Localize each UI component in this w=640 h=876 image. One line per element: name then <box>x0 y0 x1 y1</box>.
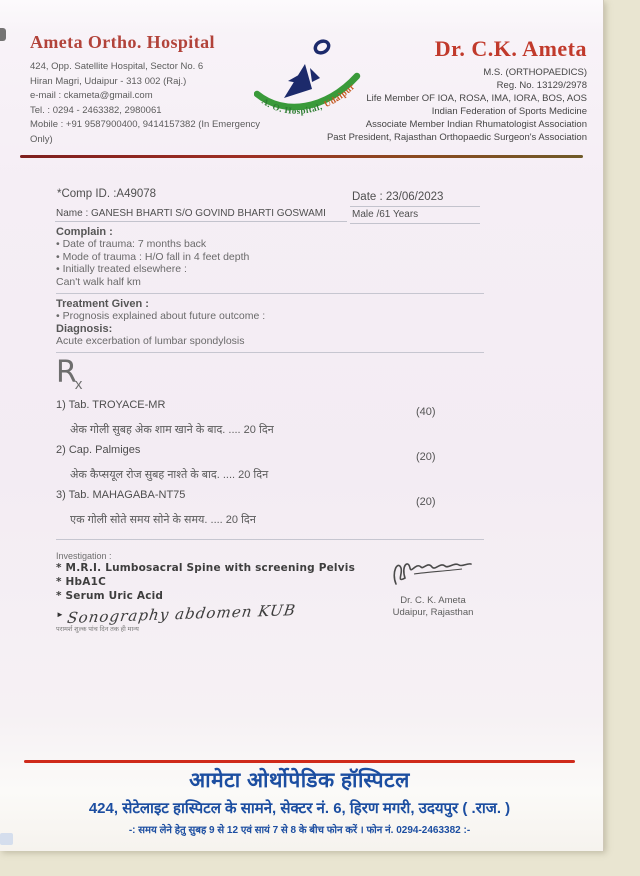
medicine-name: 2) Cap. Palmiges <box>56 444 141 456</box>
scan-smudge <box>0 28 6 41</box>
doctor-credentials <box>277 66 587 144</box>
investigation-heading: Investigation : <box>56 551 112 561</box>
medicine-name: 3) Tab. MAHAGABA-NT75 <box>56 489 186 501</box>
footer-hospital-name-hindi: आमेटा ओर्थोपेडिक हॉस्पिटल <box>189 769 410 792</box>
name-underline <box>55 221 347 222</box>
rx-symbol: Rx <box>56 355 83 393</box>
medicine-row <box>56 399 484 437</box>
doctor-membership: Life Member OF IOA, ROSA, IMA, IORA, BOS, AOS <box>366 93 587 104</box>
diagnosis-heading: Diagnosis: <box>56 322 113 335</box>
sex-age-underline <box>350 223 480 224</box>
medicine-quantity: (20) <box>416 451 436 463</box>
logo-arc-text-2: Udaipur <box>322 81 357 110</box>
section-divider <box>56 352 484 353</box>
investigation-item: * HbA1C <box>56 576 106 588</box>
medicine-instruction-hindi: अेक गोली सुबह अेक शाम खाने के बाद. .... 20 दिन <box>70 424 274 436</box>
hospital-address-line: 424, Opp. Satellite Hospital, Sector No. 6 <box>30 61 204 72</box>
complain-note: Can't walk half km <box>56 275 141 288</box>
complain-item: • Date of trauma: 7 months back <box>56 238 207 250</box>
complain-item: • Mode of trauma : H/O fall in 4 feet depth <box>56 250 250 263</box>
signatory-name: Dr. C. K. Ameta <box>400 595 466 606</box>
investigation-item: * M.R.I. Lumbosacral Spine with screening Pelvis <box>56 562 356 574</box>
doctor-block <box>277 36 587 144</box>
doctor-membership: Indian Federation of Sports Medicine <box>431 106 587 117</box>
logo-arc-text-1: A. O. Hospital, <box>260 95 324 116</box>
medicine-row <box>56 489 484 527</box>
patient-sex-age: Male /61 Years <box>352 209 419 220</box>
footer <box>12 766 587 836</box>
medicine-row <box>56 444 484 482</box>
hospital-name: Ameta Ortho. Hospital <box>30 32 215 52</box>
arrow-bullet-icon: ► <box>56 609 64 619</box>
medicine-quantity: (20) <box>416 496 436 508</box>
medicine-name: 1) Tab. TROYACE-MR <box>56 399 166 411</box>
hospital-phone: Tel. : 0294 - 2463382, 2980061 <box>30 104 162 116</box>
treatment-item: • Prognosis explained about future outcome : <box>56 310 266 322</box>
investigation-item: * Serum Uric Acid <box>56 590 164 602</box>
medicine-instruction-hindi: अेक कैप्सयूल रोज सुबह नाश्ते के बाद. .... 20 दिन <box>70 469 269 481</box>
footer-divider <box>24 760 575 763</box>
header-divider <box>20 155 583 158</box>
handwritten-note: Sonography abdomen KUB <box>66 601 298 627</box>
signature-icon <box>388 556 478 590</box>
letterhead <box>30 26 593 154</box>
hospital-address-line: Hiran Magri, Udaipur - 313 002 (Raj.) <box>30 75 187 87</box>
doctor-membership: Past President, Rajasthan Orthopaedic Surgeon's Association <box>326 132 587 143</box>
comp-id: *Comp ID. :A49078 <box>57 188 157 200</box>
signatory-location: Udaipur, Rajasthan <box>392 606 474 618</box>
hospital-email: e-mail : ckameta@gmail.com <box>30 90 153 101</box>
fine-print-hindi: परामर्श शुल्क पांच दिन तक ही मान्य <box>56 626 139 633</box>
complain-item: • Initially treated elsewhere : <box>56 263 187 275</box>
doctor-membership: Associate Member Indian Rhumatologist Association <box>365 119 587 130</box>
section-divider <box>56 293 484 294</box>
footer-timing-hindi: -: समय लेने हेतु सुबह 9 से 12 एवं सायं 7 से 8 के बीच फोन करें । फोन नं. 0294-2463382 :- <box>128 825 471 836</box>
doctor-degree: M.S. (ORTHOPAEDICS) <box>483 67 587 78</box>
diagnosis-text: Acute excerbation of lumbar spondylosis <box>56 334 245 347</box>
patient-name: Name : GANESH BHARTI S/O GOVIND BHARTI GOSWAMI <box>56 208 326 219</box>
hospital-mobile: Mobile : +91 9587900400, 9414157382 (In Emergency Only) <box>30 119 261 145</box>
signature-block <box>368 556 498 618</box>
footer-address-hindi: 424, सेटेलाइट हास्पिटल के सामने, सेक्टर नं. 6, हिरण मगरी, उदयपुर ( .राज. ) <box>88 800 511 817</box>
date-underline <box>350 206 480 207</box>
section-divider <box>56 539 484 540</box>
visit-date: Date : 23/06/2023 <box>352 191 444 203</box>
treatment-heading: Treatment Given : <box>56 298 149 310</box>
medicine-instruction-hindi: एक गोली सोते समय सोने के समय. .... 20 दिन <box>70 514 256 526</box>
hospital-address <box>30 60 280 147</box>
complain-heading: Complain : <box>56 226 113 238</box>
medicine-quantity: (40) <box>416 406 436 418</box>
doctor-reg-no: Reg. No. 13129/2978 <box>496 80 587 91</box>
doctor-name: Dr. C.K. Ameta <box>434 36 587 61</box>
hospital-block <box>30 32 280 147</box>
